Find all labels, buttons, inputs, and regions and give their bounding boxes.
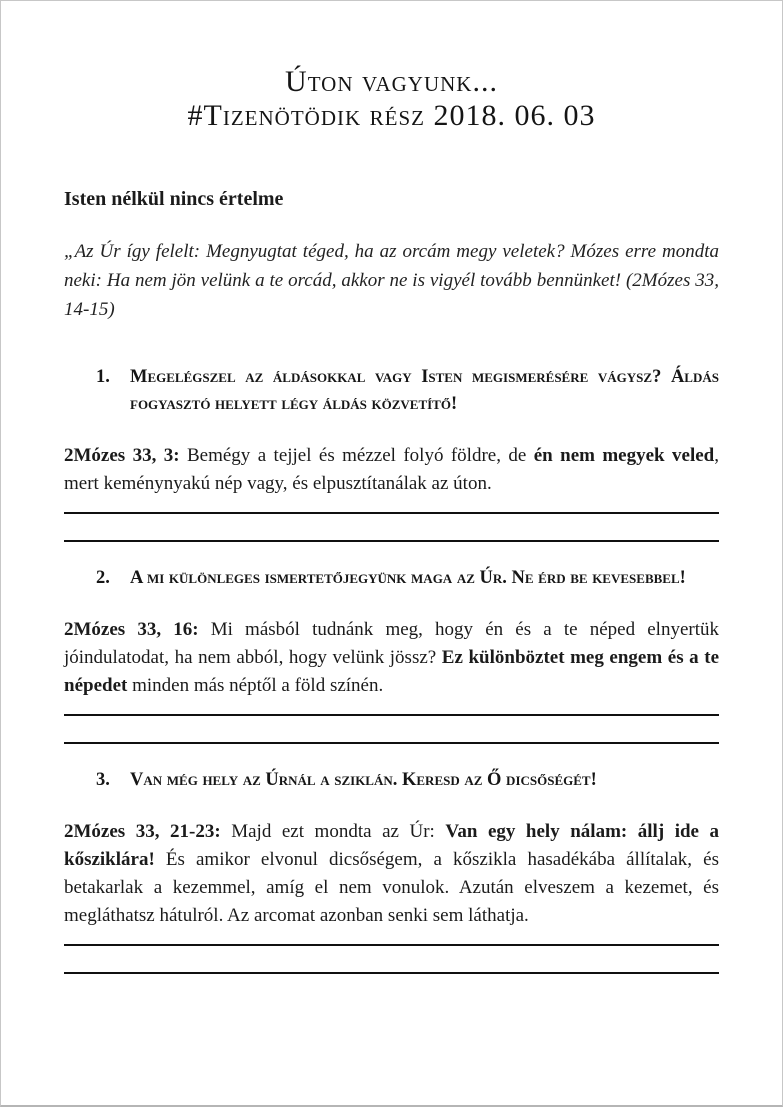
section-1-body: 2Mózes 33, 3: Bemégy a tejjel és mézzel folyó földre, de én nem megyek veled, mert keménynyakú nép vagy, és elpusztítanálak az úton.	[64, 445, 719, 494]
section-3-body: 2Mózes 33, 21-23: Majd ezt mondta az Úr: Van egy hely nálam: állj ide a kősziklára! És amikor elvonul dicsőségem, a kőszikla hasadékába állítalak, és betakarlak a kezemmel, amíg el nem vonulok. Azután elveszem a kezemet, és megláthatsz hátulról. Az arcomat azonban senki sem láthatja.	[64, 821, 720, 926]
section-1-number: 1.	[96, 367, 110, 387]
answer-line	[64, 700, 719, 716]
section-3-heading-text: Van még hely az Úrnál a sziklán. Keresd az Ő dicsőségét!	[130, 770, 597, 790]
section-2-number: 2.	[96, 568, 110, 588]
section-1-answer-lines	[64, 498, 719, 542]
section-2-heading-text: A mi különleges ismertetőjegyünk maga az Úr. Ne érd be kevesebbel!	[130, 568, 686, 588]
scripture-quote: „Az Úr így felelt: Megnyugtat téged, ha az orcám megy veletek? Mózes erre mondta neki: Ha nem jön velünk a te orcád, akkor ne is vigyél tovább bennünket! (2Mózes 33, 14-15)	[64, 241, 719, 320]
section-2-heading	[64, 565, 719, 592]
answer-line	[64, 946, 719, 974]
section-2-body: 2Mózes 33, 16: Mi másból tudnánk meg, hogy én és a te néped elnyertük jóindulatodat, ha nem abból, hogy velünk jössz? Ez különböztet meg engem és a te népedet minden más néptől a föld színén.	[64, 619, 720, 696]
answer-line	[64, 716, 719, 744]
section-2-answer-lines	[64, 700, 719, 744]
answer-line	[64, 514, 719, 542]
title-line-2: #Tizenötödik rész 2018. 06. 03	[187, 99, 596, 132]
section-1-heading	[64, 364, 719, 418]
section-3-answer-lines	[64, 930, 719, 974]
section-3-number: 3.	[96, 770, 110, 790]
section-1-heading-text: Megelégszel az áldásokkal vagy Isten megismerésére vágysz? Áldás fogyasztó helyett légy áldás közvetítő!	[130, 367, 719, 414]
main-heading: Isten nélkül nincs értelme	[64, 188, 284, 210]
section-3-heading	[64, 767, 719, 794]
title-line-1: Úton vagyunk...	[285, 65, 498, 98]
answer-line	[64, 930, 719, 946]
document-title	[64, 1, 719, 133]
answer-line	[64, 498, 719, 514]
